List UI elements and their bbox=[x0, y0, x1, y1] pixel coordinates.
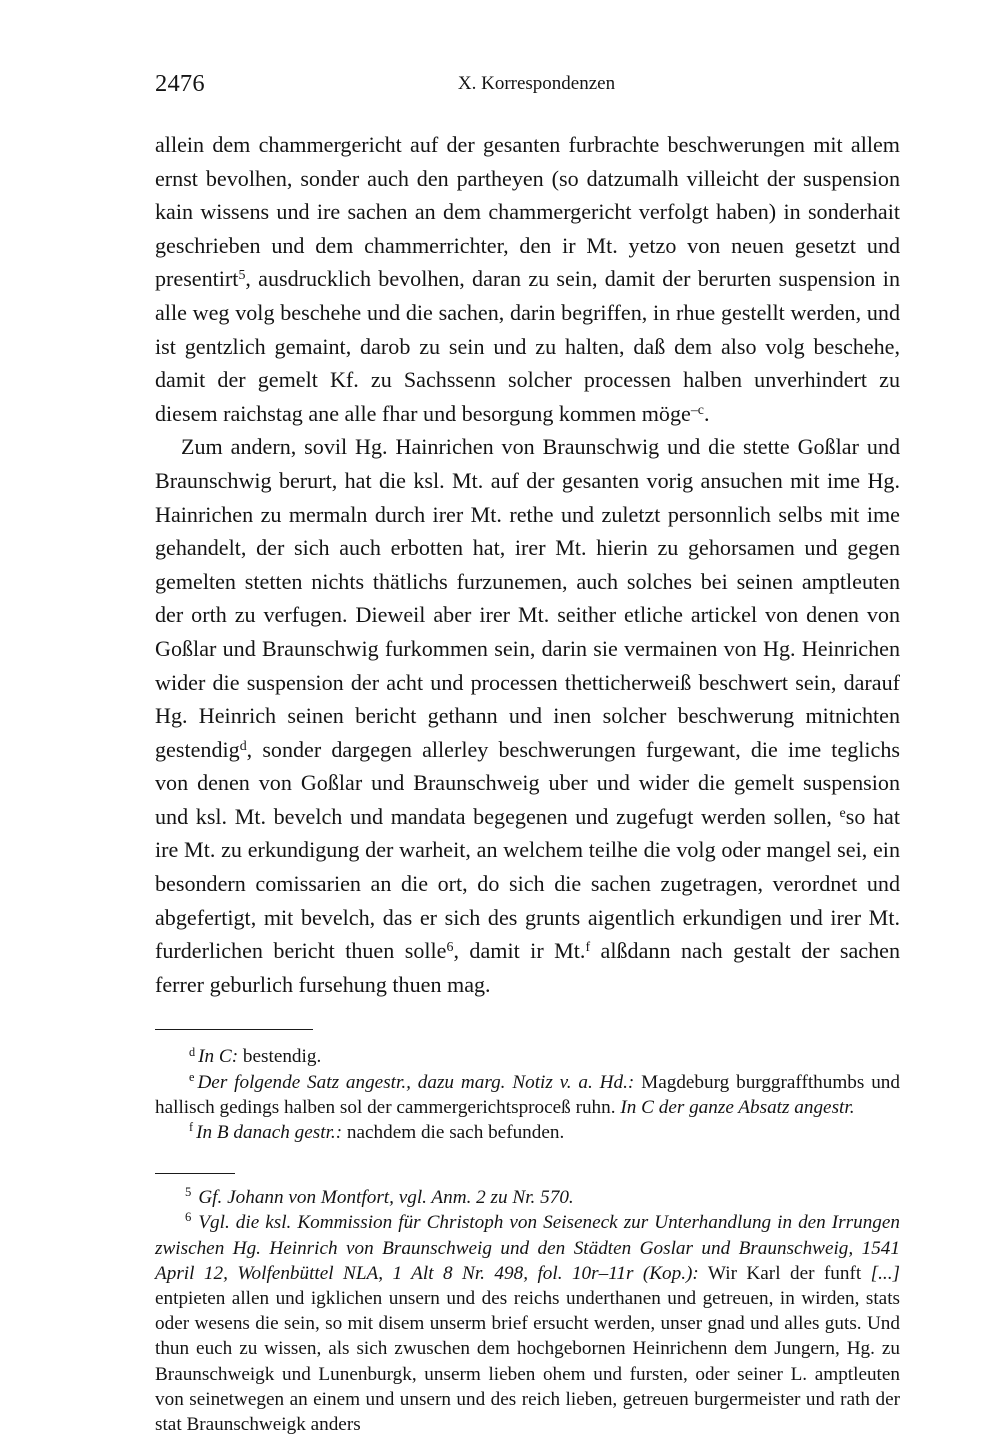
apparatus-note-f-roman: nachdem die sach befunden. bbox=[342, 1122, 565, 1144]
paragraph-1-text-c: . bbox=[703, 400, 710, 426]
apparatus-note-e-roman: Magdeburg burggraffthumbs und hallisch gedings halben sol der cammergerichtsproceß ruhn. bbox=[155, 1071, 900, 1118]
footnote-5-italic: Gf. Johann von Montfort, vgl. Anm. 2 zu Nr. 570. bbox=[198, 1187, 574, 1209]
footnote-6 bbox=[155, 1210, 900, 1437]
apparatus-ref-d[interactable]: d bbox=[239, 738, 247, 754]
apparatus-note-d-italic: In C: bbox=[198, 1046, 239, 1068]
running-title: X. Korrespondenzen bbox=[457, 73, 616, 94]
paragraph-2-text-b: , sonder dargegen allerley beschwerungen furgewant, die ime teglichs von denen von Goßlar und Braunschweig uber und wider die gemelt suspension und ksl. Mt. bevelch und mandata begegenen und zugefugt werden sollen, bbox=[155, 736, 900, 829]
footnote-ref-5[interactable]: 5 bbox=[238, 268, 246, 284]
footnote-spacer bbox=[155, 1145, 900, 1173]
footnotes bbox=[155, 1185, 900, 1437]
apparatus-note-f bbox=[155, 1120, 900, 1145]
paragraph-2-text-a: Zum andern, sovil Hg. Hainrichen von Braunschwig und die stette Goßlar und Braunschwig berurt, hat die ksl. Mt. auf der gesanten vorig ansuchen mit ime Hg. Hainrichen zu mermaln durch irer Mt. rethe und zuletzt personnlich selbs mit ime gehandelt, der sich auch erbotten hat, irer Mt. hierin zu gehorsamen und gegen gemelten stetten nichts thätlichs furzunemen, auch solches bei seinen amptleuten der orth zu verfugen. Dieweil aber irer Mt. seither etliche artickel von denen von Goßlar und Braunschwig furkommen sein, darin sie vermainen von Hg. Heinrichen wider die suspension der acht und processen thetticherweiß beschwert sein, darauf Hg. Heinrich seinen bericht gethann und inen solcher beschwerung mitnichten gestendig bbox=[155, 434, 900, 762]
paragraph-2-text-c: so hat ire Mt. zu erkundigung der warheit, an welchem teilhe die volg oder mangel sei, ein besondern comissarien an die ort, do sich die sachen zugetragen, verordnet und abgefertigt, mit bevelch, das er sich des grunts aigentlich erkundigen und irer Mt. furderlichen bericht thuen solle bbox=[155, 803, 900, 964]
footnote-5-marker: 5 bbox=[185, 1185, 192, 1200]
footnote-separator-rule bbox=[155, 1173, 235, 1174]
footnote-6-roman-1: Wir Karl der funft bbox=[698, 1262, 871, 1284]
apparatus-note-e-marker: e bbox=[189, 1069, 195, 1084]
apparatus-spacer bbox=[155, 1001, 900, 1029]
paragraph-1-text-a: allein dem chammergericht auf der gesanten furbrachte beschwerungen mit allem ernst bevolhen, sonder auch den partheyen (so datzumalh villeicht der suspension kain wissens und ire sachen an dem chammergericht verfolgt haben) in sonderhait geschrieben und dem chammerrichter, den ir Mt. yetzo von neuen gesetzt und presentirt bbox=[155, 132, 900, 292]
apparatus-separator-rule bbox=[155, 1029, 313, 1030]
apparatus-ref-c[interactable]: –c bbox=[690, 402, 704, 418]
apparatus-note-f-marker: f bbox=[189, 1120, 194, 1135]
paragraph-1 bbox=[155, 128, 900, 430]
footnote-5 bbox=[155, 1185, 900, 1210]
footnote-6-roman-2: entpieten allen und igklichen unsern und des reichs underthanen und getreuen, in wirden, stats oder wesens die sein, so mit disem unserm brief ersucht werden, unser gnad und alles guts. Und thun euch zu wissen, als sich zwuschen dem hochgebornen Heinrichenn dem Jungern, Hg. zu Braunschweigk und Lunenburgk, unserm lieben ohem und fursten, oder seiner L. amptleuten von seinetwegen an einem und unsern und des reich lieben, getreuen burgermeister und rath der stat Braunschweigk anders bbox=[155, 1288, 900, 1436]
footnote-6-italic-1: Vgl. die ksl. Kommission für Christoph von Seiseneck zur Unterhandlung in den Irrungen zwischen Hg. Heinrich von Braunschweig und den Städten Goslar und Braunschweig, 1541 April 12, Wolfenbüttel NLA, 1 Alt 8 Nr. 498, fol. 10r–11r (Kop.): bbox=[155, 1212, 900, 1284]
apparatus-note-e bbox=[155, 1070, 900, 1120]
paragraph-2-text-d: , damit ir Mt. bbox=[453, 938, 586, 964]
apparatus-note-f-italic: In B danach gestr.: bbox=[196, 1122, 343, 1144]
running-head bbox=[155, 70, 900, 110]
footnote-6-marker: 6 bbox=[185, 1210, 192, 1225]
apparatus-notes bbox=[155, 1044, 900, 1145]
apparatus-ref-e[interactable]: e bbox=[839, 805, 846, 821]
apparatus-note-d bbox=[155, 1044, 900, 1069]
footnote-ref-6[interactable]: 6 bbox=[446, 940, 454, 956]
apparatus-ref-f[interactable]: f bbox=[585, 940, 591, 956]
paragraph-1-text-b: , ausdrucklich bevolhen, daran zu sein, damit der berurten suspension in alle weg volg beschehe und die sachen, darin begriffen, in rhue gestellt werden, und ist gentzlich gemaint, darob zu sein und zu halten, daß dem also volg beschehe, damit der gemelt Kf. zu Sachssenn solcher processen halben unverhindert zu diesem raichstag ane alle fhar und besorgung kommen möge bbox=[155, 266, 900, 426]
apparatus-note-e-italic-1: Der folgende Satz angestr., dazu marg. Notiz v. a. Hd.: bbox=[197, 1071, 635, 1093]
apparatus-note-d-marker: d bbox=[189, 1044, 196, 1059]
body-text bbox=[155, 128, 900, 1001]
page-content bbox=[155, 70, 900, 1437]
paragraph-2 bbox=[155, 430, 900, 1001]
apparatus-note-d-roman: bestendig. bbox=[238, 1046, 322, 1068]
apparatus-note-e-italic-2: In C der ganze Absatz angestr. bbox=[620, 1096, 855, 1118]
paragraph-2-text-e: alßdann nach gestalt der sachen ferrer geburlich fursehung thuen mag. bbox=[155, 938, 901, 997]
page-number: 2476 bbox=[155, 70, 205, 97]
footnote-6-italic-2: [...] bbox=[870, 1262, 900, 1284]
